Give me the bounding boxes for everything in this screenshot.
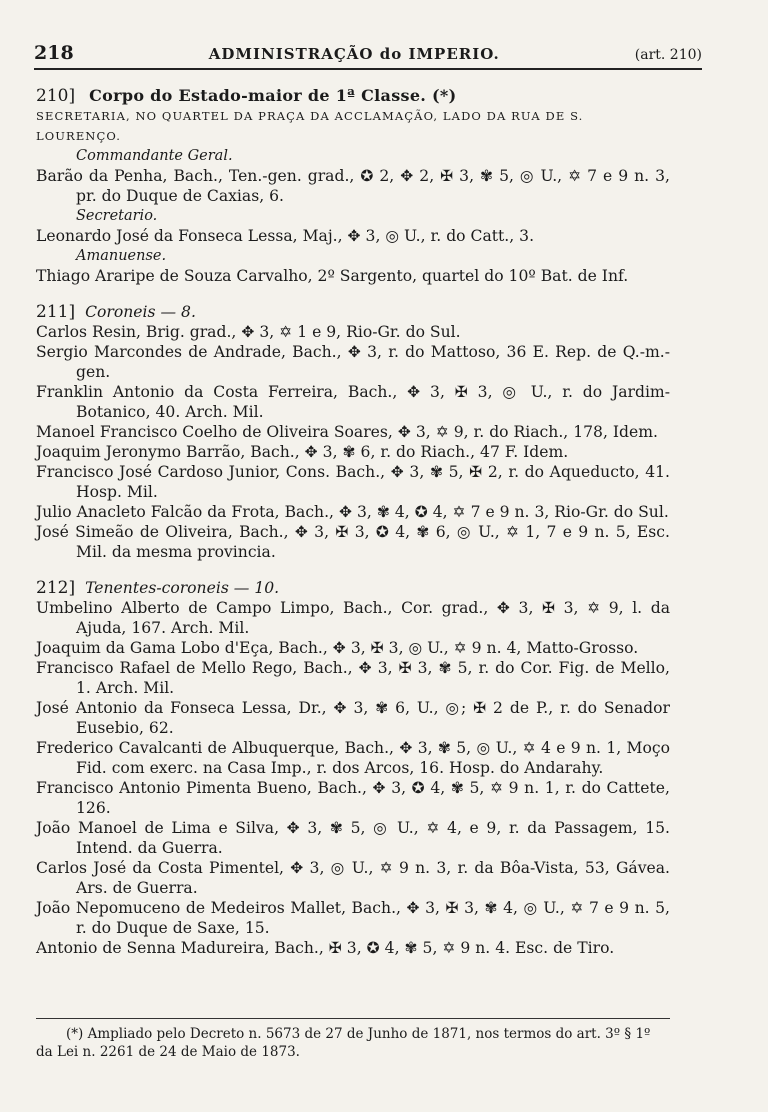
page-body <box>36 86 670 958</box>
role-title: Amanuense. <box>76 248 167 264</box>
running-title: ADMINISTRAÇÃO do IMPERIO. <box>208 45 500 63</box>
section-212-heading <box>36 578 670 598</box>
personnel-entry: Antonio de Senna Madureira, Bach., ✠ 3, ✪ 4, ✾ 5, ✡ 9 n. 4. Esc. de Tiro. <box>36 939 615 957</box>
rank-group-label: Coroneis — 8. <box>85 303 196 321</box>
personnel-entry: Frederico Cavalcanti de Albuquerque, Bach., ✥ 3, ✾ 5, ◎ U., ✡ 4 e 9 n. 1, Moço Fid. com exerc. na Casa Imp., r. dos Arcos, 16. Hosp. do Andarahy. <box>36 739 670 777</box>
personnel-entry: José Simeão de Oliveira, Bach., ✥ 3, ✠ 3, ✪ 4, ✾ 6, ◎ U., ✡ 1, 7 e 9 n. 5, Esc. Mil. da mesma provincia. <box>36 523 670 561</box>
section-number: 212] <box>36 578 76 598</box>
personnel-entry: Franklin Antonio da Costa Ferreira, Bach., ✥ 3, ✠ 3, ◎ U., r. do Jardim-Botanico, 40. Arch. Mil. <box>36 383 670 421</box>
personnel-entry: Leonardo José da Fonseca Lessa, Maj., ✥ 3, ◎ U., r. do Catt., 3. <box>36 227 535 245</box>
personnel-entry: Carlos José da Costa Pimentel, ✥ 3, ◎ U., ✡ 9 n. 3, r. da Bôa-Vista, 53, Gávea. Ars. de Guerra. <box>36 859 670 897</box>
personnel-entry: Umbelino Alberto de Campo Limpo, Bach., Cor. grad., ✥ 3, ✠ 3, ✡ 9, l. da Ajuda, 167. Arch. Mil. <box>36 599 670 637</box>
section-210-heading <box>36 86 670 106</box>
personnel-entry: Thiago Araripe de Souza Carvalho, 2º Sargento, quartel do 10º Bat. de Inf. <box>36 267 629 285</box>
personnel-entry: Carlos Resin, Brig. grad., ✥ 3, ✡ 1 e 9, Rio-Gr. do Sul. <box>36 323 461 341</box>
personnel-entry: Francisco Antonio Pimenta Bueno, Bach., ✥ 3, ✪ 4, ✾ 5, ✡ 9 n. 1, r. do Cattete, 126. <box>36 779 670 817</box>
section-number: 211] <box>36 302 76 322</box>
personnel-entry: Francisco José Cardoso Junior, Cons. Bach., ✥ 3, ✾ 5, ✠ 2, r. do Aqueducto, 41. Hosp. Mil. <box>36 463 670 501</box>
page-header <box>34 42 702 70</box>
personnel-entry: Francisco Rafael de Mello Rego, Bach., ✥ 3, ✠ 3, ✾ 5, r. do Cor. Fig. de Mello, 1. Arch. Mil. <box>36 659 670 697</box>
personnel-entry: João Manoel de Lima e Silva, ✥ 3, ✾ 5, ◎ U., ✡ 4, e 9, r. da Passagem, 15. Intend. da Guerra. <box>36 819 670 857</box>
page-number: 218 <box>34 42 74 64</box>
footnote-text: (*) Ampliado pelo Decreto n. 5673 de 27 de Junho de 1871, nos termos do art. 3º § 1º da Lei n. 2261 de 24 de Maio de 1873. <box>36 1026 651 1060</box>
article-reference: (art. 210) <box>634 47 702 63</box>
role-title: Secretario. <box>76 208 158 224</box>
personnel-entry: João Nepomuceno de Medeiros Mallet, Bach., ✥ 3, ✠ 3, ✾ 4, ◎ U., ✡ 7 e 9 n. 5, r. do Duque de Saxe, 15. <box>36 899 670 937</box>
rank-group-label: Tenentes-coroneis — 10. <box>85 579 280 597</box>
section-211-heading <box>36 302 670 322</box>
personnel-entry: Barão da Penha, Bach., Ten.-gen. grad., ✪ 2, ✥ 2, ✠ 3, ✾ 5, ◎ U., ✡ 7 e 9 n. 3, pr. do Duque de Caxias, 6. <box>36 167 670 205</box>
section-number: 210] <box>36 86 76 106</box>
personnel-entry: Manoel Francisco Coelho de Oliveira Soares, ✥ 3, ✡ 9, r. do Riach., 178, Idem. <box>36 423 658 441</box>
personnel-entry: Joaquim da Gama Lobo d'Eça, Bach., ✥ 3, ✠ 3, ◎ U., ✡ 9 n. 4, Matto-Grosso. <box>36 639 639 657</box>
personnel-entry: José Antonio da Fonseca Lessa, Dr., ✥ 3, ✾ 6, U., ◎; ✠ 2 de P., r. do Senador Eusebio, 62. <box>36 699 670 737</box>
personnel-entry: Sergio Marcondes de Andrade, Bach., ✥ 3, r. do Mattoso, 36 E. Rep. de Q.-m.-gen. <box>36 343 670 381</box>
personnel-entry: Julio Anacleto Falcão da Frota, Bach., ✥ 3, ✾ 4, ✪ 4, ✡ 7 e 9 n. 3, Rio-Gr. do Sul. <box>36 503 669 521</box>
section-subtitle: SECRETARIA, NO QUARTEL DA PRAÇA DA ACCLAMAÇÃO, LADO DA RUA DE S. LOURENÇO. <box>36 109 584 143</box>
section-title: Corpo do Estado-maior de 1ª Classe. (*) <box>89 86 457 105</box>
personnel-entry: Joaquim Jeronymo Barrão, Bach., ✥ 3, ✾ 6, r. do Riach., 47 F. Idem. <box>36 443 569 461</box>
role-title: Commandante Geral. <box>76 148 233 164</box>
footnote <box>36 1018 670 1061</box>
